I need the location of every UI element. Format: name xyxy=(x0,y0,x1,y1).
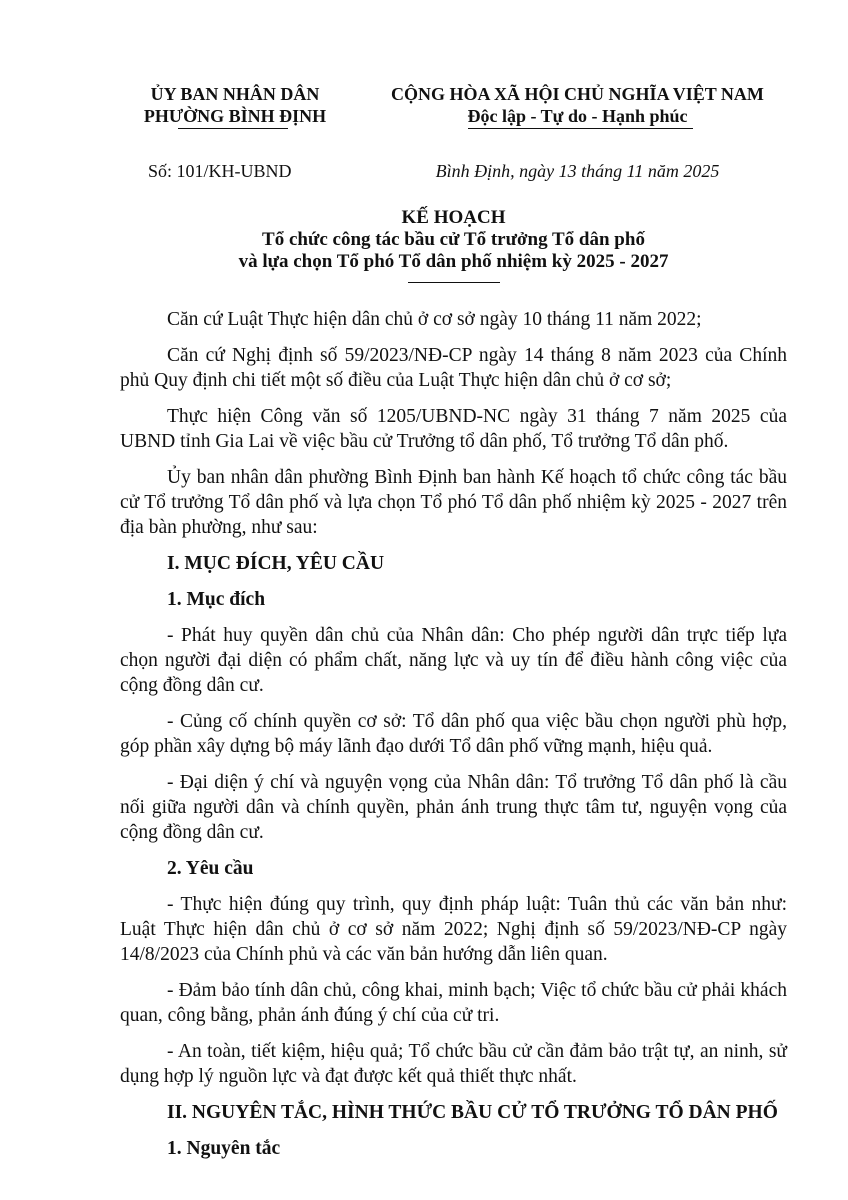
section-heading: I. MỤC ĐÍCH, YÊU CẦU xyxy=(167,553,385,574)
subsection-heading: 1. Mục đích xyxy=(167,589,266,610)
paragraph: Căn cứ Luật Thực hiện dân chủ ở cơ sở ngày 10 tháng 11 năm 2022; xyxy=(167,309,702,330)
document-title xyxy=(120,207,787,273)
paragraph: - Thực hiện đúng quy trình, quy định pháp luật: Tuân thủ các văn bản như: Luật Thực hiện dân chủ ở cơ sở năm 2022; Nghị định số 59/2023/NĐ-CP ngày 14/8/2023 của Chính phủ và các văn bản hướng dẫn liên quan. xyxy=(120,894,787,965)
authority-underline xyxy=(178,128,288,129)
paragraph: - Đảm bảo tính dân chủ, công khai, minh bạch; Việc tổ chức bầu cử phải khách quan, công bằng, phản ánh đúng ý chí của cử tri. xyxy=(120,980,787,1026)
authority-line-2: PHƯỜNG BÌNH ĐỊNH xyxy=(143,106,327,126)
subsection-heading: 1. Nguyên tắc xyxy=(167,1138,281,1159)
paragraph: Căn cứ Nghị định số 59/2023/NĐ-CP ngày 14 tháng 8 năm 2023 của Chính phủ Quy định chi tiết một số điều của Luật Thực hiện dân chủ ở cơ sở; xyxy=(120,345,787,391)
national-motto xyxy=(365,83,790,127)
title-line-2: Tổ chức công tác bầu cử Tổ trưởng Tổ dân phố xyxy=(262,229,645,250)
paragraph: - An toàn, tiết kiệm, hiệu quả; Tổ chức bầu cử cần đảm bảo trật tự, an ninh, sử dụng hợp lý nguồn lực và đạt được kết quả thiết thực nhất. xyxy=(120,1041,787,1087)
paragraph: - Củng cố chính quyền cơ sở: Tổ dân phố qua việc bầu chọn người phù hợp, góp phần xây dựng bộ máy lãnh đạo dưới Tổ dân phố vững mạnh, hiệu quả. xyxy=(120,711,787,757)
country-name: CỘNG HÒA XÃ HỘI CHỦ NGHĨA VIỆT NAM xyxy=(391,84,764,104)
section-heading: II. NGUYÊN TẮC, HÌNH THỨC BẦU CỬ TỔ TRƯỞNG TỔ DÂN PHỐ xyxy=(167,1102,778,1123)
paragraph: - Phát huy quyền dân chủ của Nhân dân: Cho phép người dân trực tiếp lựa chọn người đại diện có phẩm chất, năng lực và uy tín để điều hành công việc của cộng đồng dân cư. xyxy=(120,625,787,696)
issuing-authority xyxy=(125,83,345,127)
motto-underline xyxy=(468,128,693,129)
paragraph: - Đại diện ý chí và nguyện vọng của Nhân dân: Tổ trưởng Tổ dân phố là cầu nối giữa người dân và chính quyền, phản ánh trung thực tâm tư, nguyện vọng của cộng đồng dân cư. xyxy=(120,772,787,843)
paragraph: Ủy ban nhân dân phường Bình Định ban hành Kế hoạch tổ chức công tác bầu cử Tổ trưởng Tổ dân phố và lựa chọn Tổ phó Tổ dân phố nhiệm kỳ 2025 - 2027 trên địa bàn phường, như sau: xyxy=(120,467,787,538)
title-underline xyxy=(408,282,500,283)
document-date: Bình Định, ngày 13 tháng 11 năm 2025 xyxy=(435,161,720,181)
title-line-1: KẾ HOẠCH xyxy=(401,207,506,228)
subsection-heading: 2. Yêu cầu xyxy=(167,858,254,879)
title-line-3: và lựa chọn Tổ phó Tổ dân phố nhiệm kỳ 2025 - 2027 xyxy=(238,251,669,272)
motto: Độc lập - Tự do - Hạnh phúc xyxy=(467,106,688,126)
paragraph: Thực hiện Công văn số 1205/UBND-NC ngày 31 tháng 7 năm 2025 của UBND tỉnh Gia Lai về việc bầu cử Trưởng tổ dân phố, Tổ trưởng Tổ dân phố. xyxy=(120,406,787,452)
authority-line-1: ỦY BAN NHÂN DÂN xyxy=(150,84,320,104)
document-body xyxy=(120,307,787,1172)
document-number: Số: 101/KH-UBND xyxy=(148,161,292,181)
